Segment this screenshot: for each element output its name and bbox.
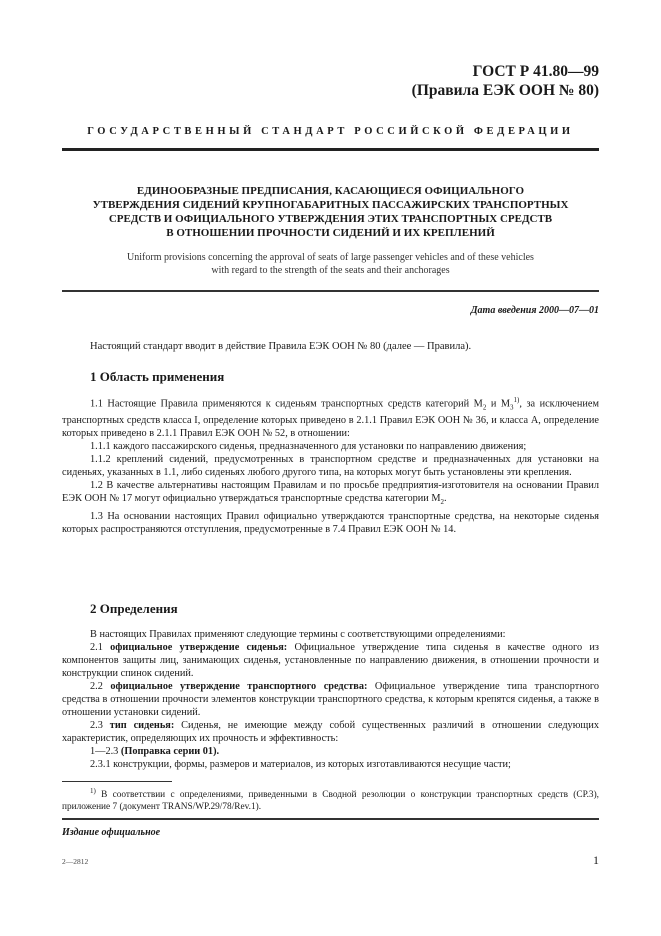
section-2-body — [62, 628, 599, 771]
intro-paragraph: Настоящий стандарт вводит в действие Правила ЕЭК ООН № 80 (далее — Правила). — [90, 341, 472, 352]
title-russian — [70, 184, 591, 240]
paragraph-1-3: 1.3 На основании настоящих Правил официально утверждаются транспортные средства, на некоторые сиденья которых распространяются отступления, предусмотренные в 7.4 Правил ЕЭК ООН № 14. — [62, 510, 599, 535]
title-ru-line: УТВЕРЖДЕНИЯ СИДЕНИЙ КРУПНОГАБАРИТНЫХ ПАССАЖИРСКИХ ТРАНСПОРТНЫХ — [92, 199, 569, 211]
section-1-body — [62, 394, 599, 536]
edition-label: Издание официальное — [62, 827, 161, 838]
footer-divider — [62, 818, 599, 820]
paragraph-2-1: 2.1 официальное утверждение сиденья: Официальное утверждение типа сиденья в качестве одного из компонентов защиты лиц, занимающих сиденья, установленные по направлению движения, в отношении прочности и конструкции спинок сидений. — [62, 642, 599, 679]
section-1-heading: 1 Область применения — [90, 369, 225, 384]
title-english — [70, 251, 591, 277]
introduction-date: Дата введения 2000—07—01 — [470, 305, 599, 316]
title-en-line: with regard to the strength of the seats and their anchorages — [211, 265, 450, 276]
gov-standard-line: ГОСУДАРСТВЕННЫЙ СТАНДАРТ РОССИЙСКОЙ ФЕДЕРАЦИИ — [87, 126, 574, 137]
page-number: 1 — [593, 853, 599, 867]
paragraph-1-2: 1.2 В качестве альтернативы настоящим Правилам и по просьбе предприятия-изготовителя на основании Правил ЕЭК ООН № 17 могут официально утверждаться транспортные средства категории $M_2$. — [62, 480, 599, 507]
standard-code — [412, 62, 599, 100]
footnote-mark: 1) — [90, 787, 96, 795]
paragraph-1-1: 1.1 Настоящие Правила применяются к сиденьям транспортных средств категорий $M_2$ и $M_3^{1)}$, за исключением транспортных средств класса I, определение которых приведено в 2.1.1 Правил ЕЭК ООН № 36, и класса A, определение которых приведено в 2.1.1 Правил ЕЭК ООН № 52, в отношении: — [62, 396, 599, 440]
paragraph-amendment: 1—2.3 (Поправка серии 01). — [90, 746, 220, 757]
title-divider — [62, 290, 599, 292]
paragraph-2-3-1: 2.3.1 конструкции, формы, размеров и материалов, из которых изготавливаются несущие части; — [90, 759, 511, 770]
paragraph-1-1-2: 1.1.2 креплений сидений, предусмотренных в транспортном средстве и предназначенных для установки на сиденьях, указанных в 1.1, либо сиденьях любого другого типа, на которых могут быть установлены эти крепления. — [62, 454, 599, 479]
title-ru-line: СРЕДСТВ И ОФИЦИАЛЬНОГО УТВЕРЖДЕНИЯ ЭТИХ ТРАНСПОРТНЫХ СРЕДСТВ — [108, 213, 553, 225]
paragraph-2-3: 2.3 тип сиденья: Сиденья, не имеющие между собой существенных различий в отношении следующих характеристик, определяющих их прочность и эффективность: — [62, 720, 599, 744]
section-2-heading: 2 Определения — [90, 601, 178, 616]
unece-rule-number: (Правила ЕЭК ООН № 80) — [411, 82, 599, 99]
gost-number: ГОСТ Р 41.80—99 — [472, 63, 599, 80]
order-number: 2—2812 — [62, 857, 89, 866]
paragraph-1-1-1: 1.1.1 каждого пассажирского сиденья, предназначенного для установки по направлению движения; — [90, 441, 527, 453]
paragraph-2-intro: В настоящих Правилах применяют следующие термины с соответствующими определениями: — [90, 629, 506, 640]
title-en-line: Uniform provisions concerning the approval of seats of large passenger vehicles and of these vehicles — [127, 252, 534, 263]
header-divider — [62, 148, 599, 151]
paragraph-2-2: 2.2 официальное утверждение транспортного средства: Официальное утверждение типа транспортного средства в отношении прочности элементов конструкции транспортного средства, к которым крепятся сиденья, а также в отношении установки сидений. — [62, 681, 599, 718]
title-ru-line: ЕДИНООБРАЗНЫЕ ПРЕДПИСАНИЯ, КАСАЮЩИЕСЯ ОФИЦИАЛЬНОГО — [136, 185, 525, 197]
title-ru-line: В ОТНОШЕНИИ ПРОЧНОСТИ СИДЕНИЙ И ИХ КРЕПЛЕНИЙ — [166, 227, 495, 239]
footnote-divider — [62, 781, 172, 782]
footnote: $^{1)}$ В соответствии с определениями, приведенными в Сводной резолюции о конструкции транспортных средств (СР.3), приложение 7 (документ TRANS/WP.29/78/Rev.1). — [62, 787, 599, 813]
